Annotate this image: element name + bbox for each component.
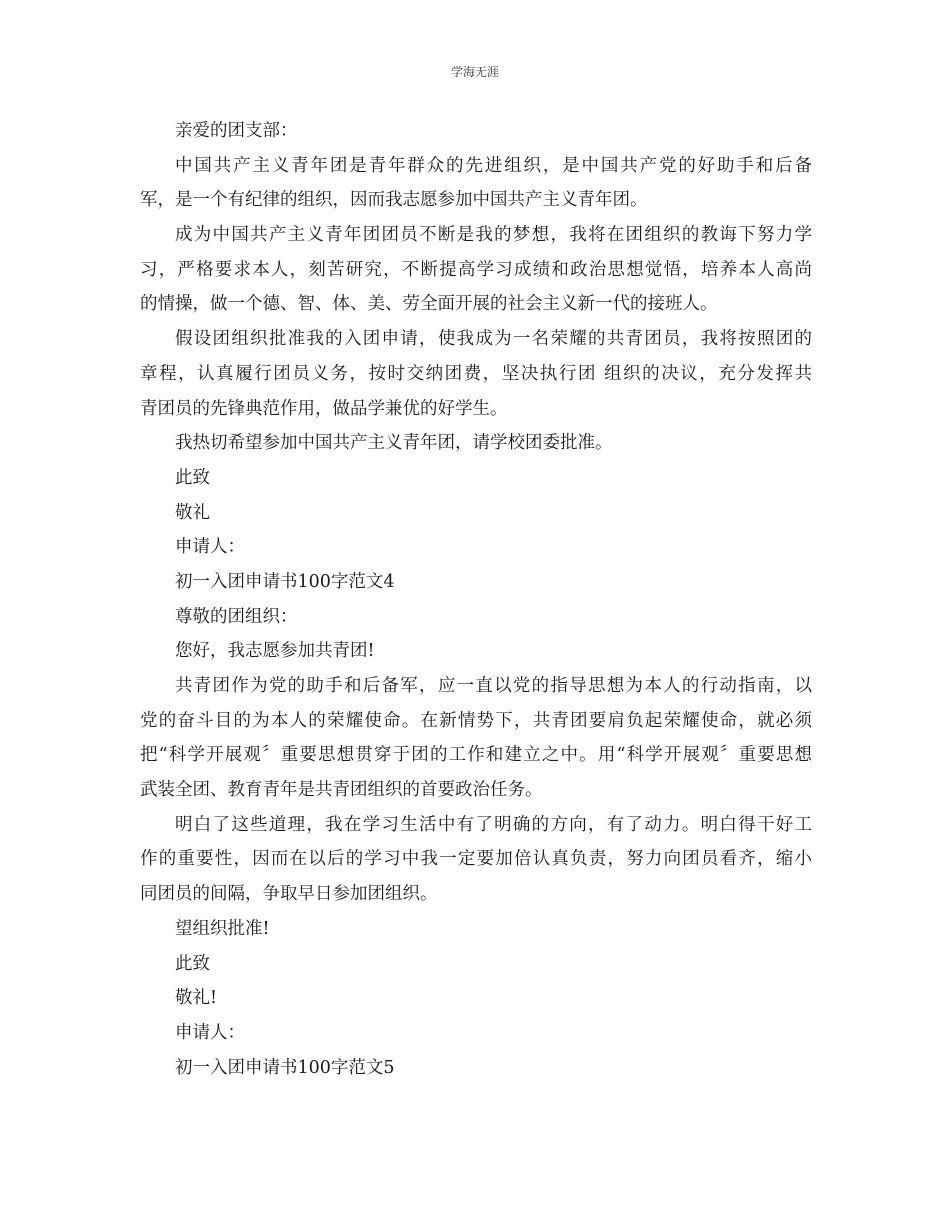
text-line: 共青团作为党的助手和后备军，应一直以党的指导思想为本人的行动指南，以 bbox=[175, 676, 812, 696]
text-line: 亲爱的团支部： bbox=[175, 121, 298, 141]
text-line: 敬礼 bbox=[175, 502, 210, 523]
text-line: 此致 bbox=[175, 953, 210, 974]
text-line: 您好，我志愿参加共青团! bbox=[175, 641, 375, 662]
text-line: 申请人： bbox=[175, 537, 245, 558]
text-line: 中国共产主义青年团是青年群众的先进组织，是中国共产党的好助手和后备 bbox=[175, 155, 812, 176]
document-body bbox=[140, 114, 812, 1085]
text-line: 章程，认真履行团员义务，按时交纳团费，坚决执行团 组织的决议，充分发挥共 bbox=[140, 363, 812, 384]
text-line: 假设团组织批准我的入团申请，使我成为一名荣耀的共青团员，我将按照团的 bbox=[175, 329, 812, 350]
text-line: 党的奋斗目的为本人的荣耀使命。在新情势下，共青团要肩负起荣耀使命，就必须 bbox=[140, 710, 812, 731]
text-line: 初一入团申请书100字范文5 bbox=[175, 1057, 395, 1078]
text-line: 军，是一个有纪律的组织，因而我志愿参加中国共产主义青年团。 bbox=[140, 190, 648, 211]
text-line: 青团员的先锋典范作用，做品学兼优的好学生。 bbox=[140, 398, 508, 419]
text-line: 作的重要性，因而在以后的学习中我一定要加倍认真负责，努力向团员看齐，缩小 bbox=[140, 849, 812, 870]
text-line: 武装全团、教育青年是共青团组织的首要政治任务。 bbox=[140, 780, 543, 801]
text-line: 我热切希望参加中国共产主义青年团，请学校团委批准。 bbox=[175, 433, 613, 454]
text-line: 此致 bbox=[175, 467, 210, 488]
text-line: 申请人： bbox=[175, 1022, 245, 1043]
text-line: 的情操，做一个德、智、体、美、劳全面开展的社会主义新一代的接班人。 bbox=[140, 294, 718, 315]
text-line: 望组织批准! bbox=[175, 918, 270, 939]
text-line: 习，严格要求本人，刻苦研究，不断提高学习成绩和政治思想觉悟，培养本人高尚 bbox=[140, 259, 812, 280]
text-line: 把“科学开展观〞重要思想贯穿于团的工作和建立之中。用“科学开展观〞重要思想 bbox=[140, 745, 812, 766]
text-line: 敬礼! bbox=[175, 988, 218, 1009]
page-header: 学海无涯 bbox=[450, 65, 499, 79]
text-line: 尊敬的团组织： bbox=[175, 606, 298, 627]
text-line: 同团员的间隔，争取早日参加团组织。 bbox=[140, 884, 438, 905]
text-line: 明白了这些道理，我在学习生活中有了明确的方向，有了动力。明白得干好工 bbox=[175, 814, 812, 835]
text-line: 初一入团申请书100字范文4 bbox=[175, 571, 395, 592]
text-line: 成为中国共产主义青年团团员不断是我的梦想，我将在团组织的教诲下努力学 bbox=[175, 225, 812, 246]
